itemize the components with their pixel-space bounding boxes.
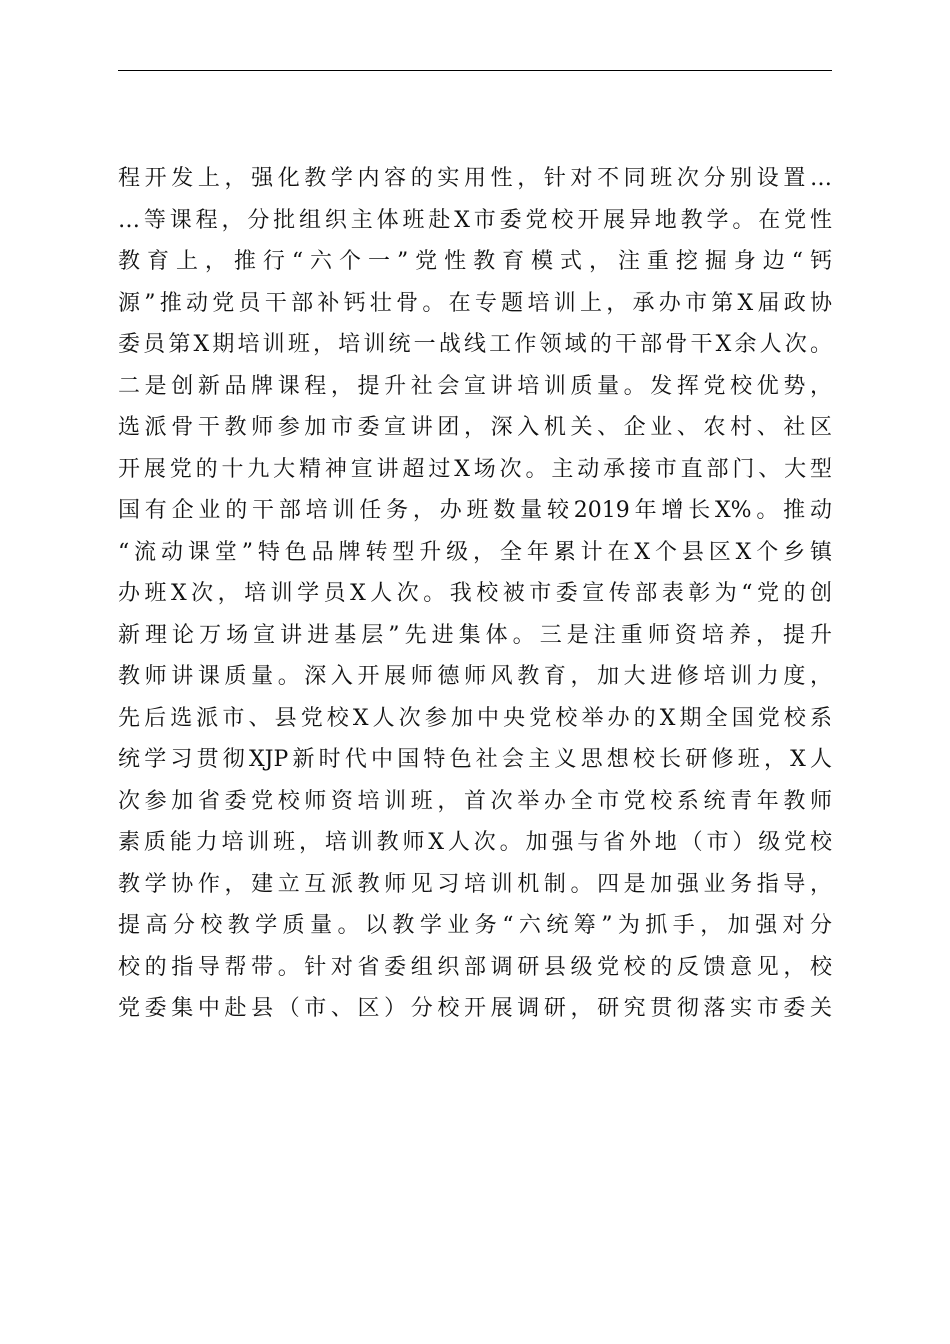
- text-line: 办班X次，培训学员X人次。我校被市委宣传部表彰为“党的创: [118, 581, 832, 606]
- text-line: 次参加省委党校师资培训班，首次举办全市党校系统青年教师: [118, 788, 832, 814]
- text-line: 程开发上，强化教学内容的实用性，针对不同班次分别设置…: [118, 166, 832, 191]
- body-paragraph: [118, 158, 838, 1030]
- text-line: …等课程，分批组织主体班赴X市委党校开展异地教学。在党性: [118, 207, 832, 233]
- text-line: 先后选派市、县党校X人次参加中央党校举办的X期全国党校系: [118, 705, 832, 731]
- text-line: 教学协作，建立互派教师见习培训机制。四是加强业务指导，: [118, 871, 832, 897]
- header-rule: [118, 70, 832, 71]
- text-line: 新理论万场宣讲进基层”先进集体。三是注重师资培养，提升: [118, 622, 832, 648]
- text-line: 统学习贯彻XJP新时代中国特色社会主义思想校长研修班，X人: [118, 747, 832, 772]
- text-line: 教师讲课质量。深入开展师德师风教育，加大进修培训力度，: [118, 664, 832, 689]
- text-line: 党委集中赴县（市、区）分校开展调研，研究贯彻落实市委关: [118, 996, 832, 1021]
- text-line: 校的指导帮带。针对省委组织部调研县级党校的反馈意见，校: [118, 954, 832, 980]
- text-line: 委员第X期培训班，培训统一战线工作领域的干部骨干X余人次。: [118, 332, 832, 357]
- text-line: 教育上，推行“六个一”党性教育模式，注重挖掘身边“钙: [118, 249, 832, 274]
- text-line: 国有企业的干部培训任务，办班数量较2019年增长X%。推动: [118, 498, 832, 523]
- text-line: 二是创新品牌课程，提升社会宣讲培训质量。发挥党校优势，: [118, 373, 832, 399]
- text-line: 选派骨干教师参加市委宣讲团，深入机关、企业、农村、社区: [118, 415, 832, 440]
- text-line: 源”推动党员干部补钙壮骨。在专题培训上，承办市第X届政协: [118, 290, 832, 316]
- text-line: 提高分校教学质量。以教学业务“六统筹”为抓手，加强对分: [118, 913, 832, 938]
- text-line: “流动课堂”特色品牌转型升级，全年累计在X个县区X个乡镇: [118, 539, 832, 565]
- text-line: 开展党的十九大精神宣讲超过X场次。主动承接市直部门、大型: [118, 456, 832, 482]
- text-line: 素质能力培训班，培训教师X人次。加强与省外地（市）级党校: [118, 830, 832, 855]
